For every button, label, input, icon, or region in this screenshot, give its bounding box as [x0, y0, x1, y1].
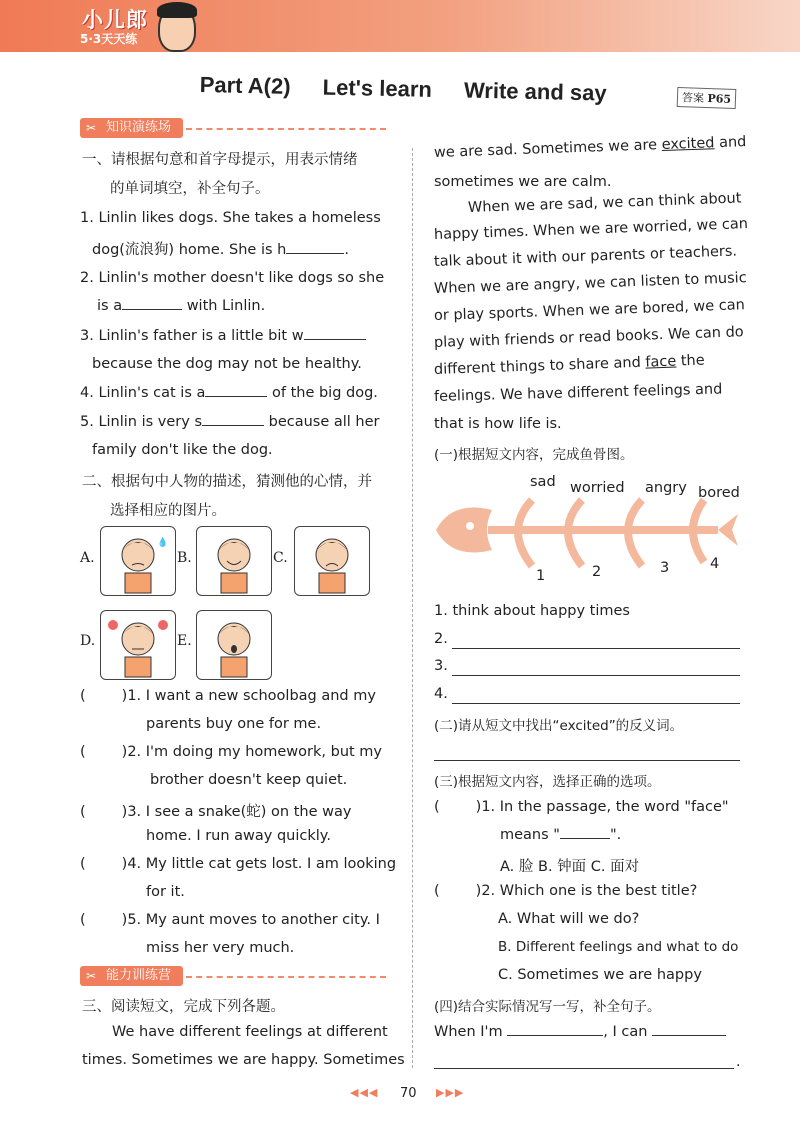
fish-num-2: 2	[592, 564, 602, 580]
q2-heading: (二)请从短文中找出“excited”的反义词。	[434, 718, 684, 734]
q-num: )4.	[121, 856, 142, 872]
q-text: I see a snake(蛇) on the way	[145, 804, 352, 820]
fill-blank[interactable]	[122, 309, 182, 310]
fishbone-heading: (一)根据短文内容，完成鱼骨图。	[434, 447, 634, 463]
fish-top-1: sad	[530, 474, 556, 490]
answer-line[interactable]	[452, 675, 740, 676]
q3-item2-a: A. What will we do?	[498, 911, 640, 927]
fill-blank[interactable]	[560, 838, 610, 839]
q-text: ".	[609, 827, 622, 843]
fish-answer-3: 3.	[434, 658, 448, 674]
series-label: 5·3天天练	[80, 32, 138, 46]
pic-label-b: B.	[177, 550, 192, 566]
column-divider	[412, 148, 413, 1068]
s1-heading-2: 的单词填空，补全句子。	[110, 181, 270, 197]
match-q1-b: parents buy one for me.	[146, 716, 322, 732]
answer-line[interactable]	[434, 760, 740, 761]
passage-line-1: We have different feelings at different	[112, 1024, 388, 1040]
boy-happy-image	[196, 526, 272, 596]
fish-answer-1: 1. think about happy times	[434, 603, 630, 619]
pic-label-a: A.	[80, 550, 95, 566]
answer-page: P65	[707, 92, 732, 106]
s1-q4b: of the big dog.	[271, 385, 378, 401]
page-title	[199, 72, 632, 107]
p-text: the	[680, 352, 705, 370]
fill-blank[interactable]	[202, 425, 264, 426]
q4-period: .	[736, 1054, 741, 1070]
fish-answer-4: 4.	[434, 686, 448, 702]
q-num: )2.	[475, 883, 496, 899]
match-q5	[80, 912, 380, 928]
q-num: )3.	[121, 804, 142, 820]
paren-open: (	[80, 804, 86, 820]
passage-line-12: feelings. We have different feelings and	[433, 381, 723, 405]
q3-item1	[434, 799, 729, 815]
s1-q2b	[97, 298, 265, 314]
q-text: I want a new schoolbag and my	[145, 688, 376, 704]
s1-q1a: 1. Linlin likes dogs. She takes a homeless	[80, 210, 381, 226]
q-text: In the passage, the word "face"	[499, 799, 729, 815]
passage-line-2: times. Sometimes we are happy. Sometimes	[82, 1052, 405, 1068]
paren-open: (	[80, 744, 86, 760]
title-learn: Let's learn	[322, 74, 433, 102]
fish-num-3: 3	[660, 560, 670, 576]
banner-knowledge: ✂ 知识演练场	[80, 118, 183, 138]
q3-item2-b: B. Different feelings and what to do	[498, 939, 739, 955]
s2-heading-2: 选择相应的图片。	[110, 503, 226, 519]
fill-blank[interactable]	[304, 339, 366, 340]
passage-line-4: sometimes we are calm.	[434, 174, 612, 190]
passage-line-10: play with friends or read books. We can do	[433, 324, 744, 351]
match-q5-b: miss her very much.	[146, 940, 295, 956]
passage-line-7: talk about it with our parents or teachers.	[433, 243, 738, 270]
s1-q3a-text: 3. Linlin's father is a little bit w	[80, 328, 304, 344]
passage-line-9: or play sports. When we are bored, we can	[433, 297, 746, 324]
s1-q4	[80, 385, 378, 401]
dash-divider	[186, 976, 386, 978]
fish-top-4: bored	[698, 485, 740, 501]
q-text: When I'm	[434, 1024, 503, 1040]
s1-q1b	[92, 238, 349, 259]
q-text: My little cat gets lost. I am looking	[145, 856, 397, 872]
match-q2-b: brother doesn't keep quiet.	[150, 772, 348, 788]
underlined-word: face	[645, 353, 677, 371]
pic-label-d: D.	[80, 633, 96, 649]
fill-blank[interactable]	[652, 1035, 726, 1036]
fish-top-2: worried	[570, 480, 625, 496]
match-q4	[80, 856, 396, 872]
fish-answer-2: 2.	[434, 631, 448, 647]
p-text: different things to share and	[433, 354, 642, 378]
paren-open: (	[434, 799, 440, 815]
answer-ref	[677, 87, 737, 109]
fill-blank[interactable]	[286, 253, 344, 254]
underlined-word: excited	[661, 135, 715, 154]
s1-q5c: family don't like the dog.	[92, 442, 273, 458]
brand-logo: 小儿郎	[82, 8, 148, 32]
banner-ability: ✂ 能力训练营	[80, 966, 183, 986]
pic-label-c: C.	[273, 550, 288, 566]
q-num: )1.	[121, 688, 142, 704]
q3-item1-options: A. 脸 B. 钟面 C. 面对	[500, 859, 640, 875]
passage-line-5: When we are sad, we can think about	[467, 190, 742, 216]
boy-sad-image	[294, 526, 370, 596]
q-text: , I can	[603, 1024, 648, 1040]
s3-heading: 三、阅读短文，完成下列各题。	[82, 999, 285, 1015]
s1-q3a	[80, 328, 366, 344]
s1-q2b-text: is a	[97, 298, 123, 314]
q3-item1-b	[500, 827, 621, 843]
q-num: )1.	[475, 799, 496, 815]
q-text: My aunt moves to another city. I	[145, 912, 380, 928]
passage-line-8: When we are angry, we can listen to music	[433, 270, 747, 297]
answer-line[interactable]	[452, 703, 740, 704]
title-write: Write and say	[463, 77, 607, 106]
fill-blank[interactable]	[507, 1035, 603, 1036]
mascot-icon	[158, 4, 196, 52]
p-text: we are sad. Sometimes we are	[433, 137, 658, 161]
match-q2	[80, 744, 382, 760]
s1-q1b-text: dog(流浪狗) home. She is h	[92, 242, 287, 258]
paren-open: (	[80, 856, 86, 872]
q-text: I'm doing my homework, but my	[145, 744, 383, 760]
answer-label: 答案	[681, 91, 705, 105]
svg-text:💧: 💧	[157, 538, 169, 548]
fish-num-1: 1	[536, 568, 546, 584]
passage-line-13: that is how life is.	[434, 416, 562, 432]
fill-blank[interactable]	[205, 396, 267, 397]
s1-q4a: 4. Linlin's cat is a	[80, 385, 206, 401]
match-q4-b: for it.	[146, 884, 185, 900]
fish-top-3: angry	[645, 480, 687, 496]
s1-q5a: 5. Linlin is very s	[80, 414, 202, 430]
q4-sentence	[434, 1024, 726, 1040]
boy-angry-image	[100, 610, 176, 680]
s1-q5b: because all her	[268, 414, 380, 430]
page-number: 70	[400, 1086, 417, 1101]
s1-q2a: 2. Linlin's mother doesn't like dogs so she	[80, 270, 385, 286]
match-q3	[80, 800, 351, 821]
passage-line-11	[434, 353, 705, 378]
paren-open: (	[80, 688, 86, 704]
q3-item2-c: C. Sometimes we are happy	[498, 967, 702, 983]
answer-line[interactable]	[452, 648, 740, 649]
s1-heading-1: 一、请根据句意和首字母提示，用表示情绪	[82, 152, 358, 168]
boy-worried-image	[100, 526, 176, 596]
s1-q2c: with Linlin.	[186, 298, 266, 314]
match-q3-b: home. I run away quickly.	[146, 828, 331, 844]
paren-open: (	[80, 912, 86, 928]
passage-line-3	[434, 134, 747, 161]
q3-heading: (三)根据短文内容，选择正确的选项。	[434, 774, 661, 790]
paren-open: (	[434, 883, 440, 899]
q-text: Which one is the best title?	[499, 883, 698, 899]
q-text: means "	[500, 827, 560, 843]
right-arrows-icon: ▶▶▶	[436, 1086, 465, 1099]
q-num: )5.	[121, 912, 142, 928]
q-num: )2.	[121, 744, 142, 760]
dash-divider	[186, 128, 386, 130]
s1-q5	[80, 414, 380, 430]
boy-scared-image	[196, 610, 272, 680]
fish-num-4: 4	[710, 556, 720, 572]
s1-q1c: .	[344, 242, 349, 258]
q3-item2	[434, 883, 697, 899]
match-q1	[80, 688, 376, 704]
p-text: and	[718, 134, 747, 152]
left-arrows-icon: ◀◀◀	[350, 1086, 379, 1099]
answer-line[interactable]	[434, 1068, 734, 1069]
s1-q3b: because the dog may not be healthy.	[92, 356, 362, 372]
passage-line-6: happy times. When we are worried, we can	[433, 216, 749, 243]
s2-heading-1: 二、根据句中人物的描述，猜测他的心情，并	[82, 474, 372, 490]
title-part: Part A(2)	[199, 72, 291, 99]
q4-heading: (四)结合实际情况写一写，补全句子。	[434, 999, 661, 1015]
pic-label-e: E.	[177, 633, 192, 649]
